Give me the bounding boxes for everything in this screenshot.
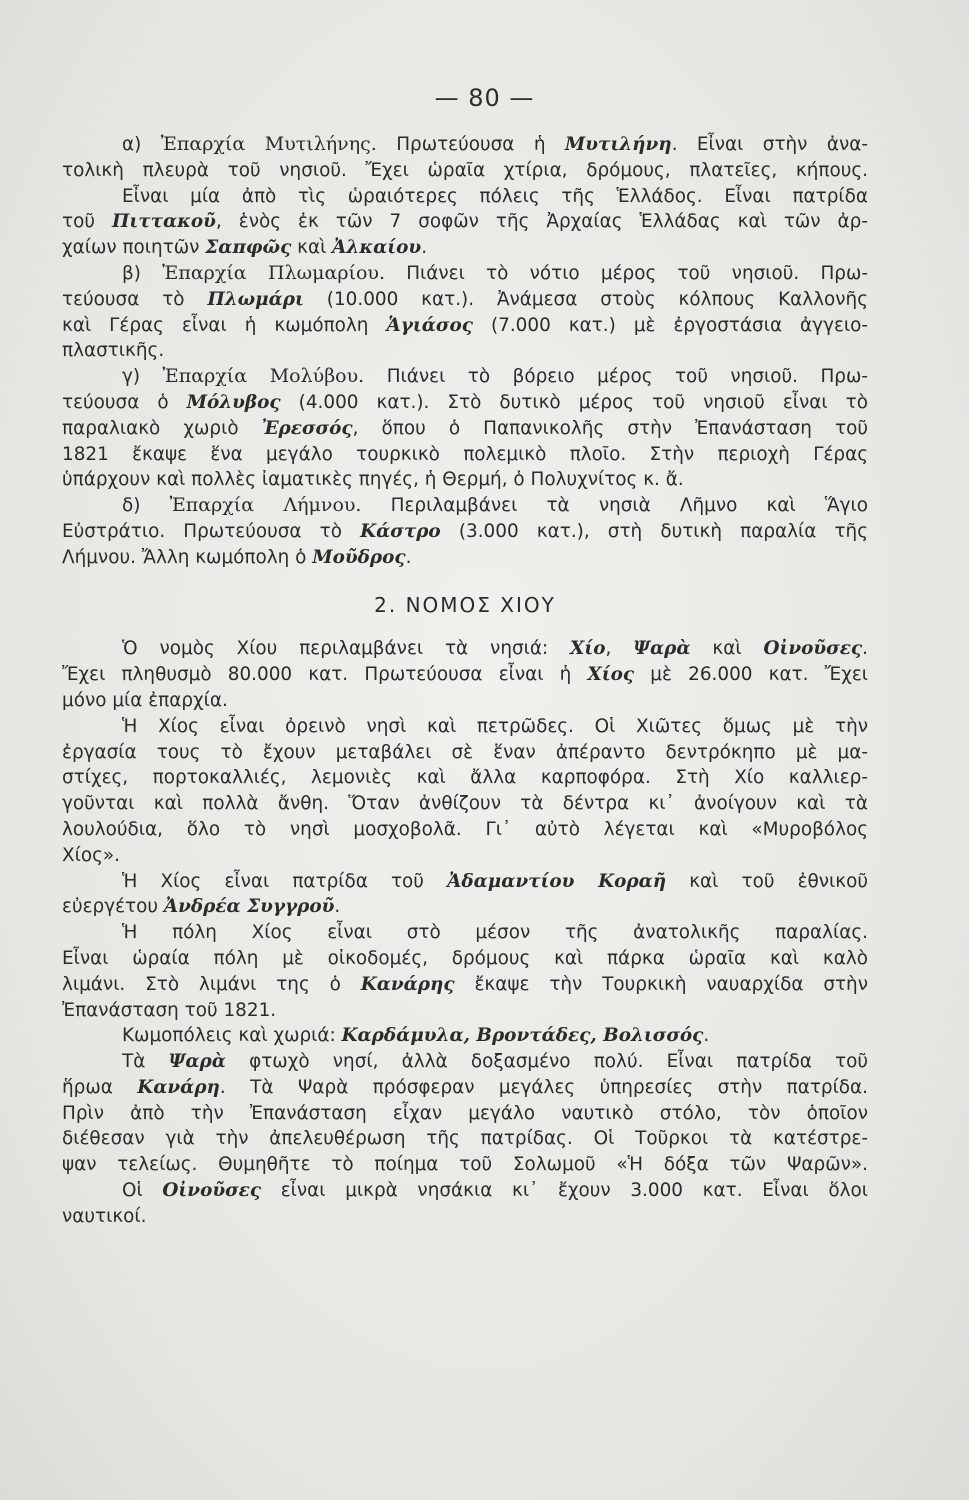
text-line: τεύουσα τὸ Πλωμάρι (10.000 κατ.). Ἀνάμεσα στοὺς κόλπους Καλλονῆς bbox=[62, 288, 869, 310]
text-line: λιμάνι. Στὸ λιμάνι της ὁ Κανάρης ἔκαψε τὴν Τουρκικὴ ναυαρχίδα στὴν bbox=[62, 973, 868, 995]
text-line: Λήμνου. Ἄλλη κωμόπολη ὁ Μοῦδρος. bbox=[62, 546, 412, 568]
paragraph-molyvos-line: γ) Ἐπαρχία Μολύβου. Πιάνει τὸ βόρειο μέρος τοῦ νησιοῦ. Πρω- bbox=[122, 365, 868, 388]
text-line: μόνο μία ἐπαρχία. bbox=[62, 689, 228, 711]
text-line: εὐεργέτου Ἀνδρέα Συγγροῦ. bbox=[62, 896, 341, 918]
text-line: Πρὶν ἀπὸ τὴν Ἐπανάσταση εἶχαν μεγάλο ναυτικὸ στόλο, τὸν ὁποῖον bbox=[62, 1102, 868, 1124]
text-line: Εἶναι ὡραία πόλη μὲ οἰκοδομές, δρόμους καὶ πάρκα ὡραῖα καὶ καλὸ bbox=[62, 947, 868, 969]
text-line: λουλούδια, ὅλο τὸ νησὶ μοσχοβολᾶ. Γι᾽ αὐτὸ λέγεται καὶ «Μυροβόλος bbox=[62, 818, 868, 840]
text-line: ὑπάρχουν καὶ πολλὲς ἰαματικὲς πηγές, ἡ Θερμή, ὁ Πολυχνίτος κ. ἄ. bbox=[62, 469, 684, 491]
text-line: Ἔχει πληθυσμὸ 80.000 κατ. Πρωτεύουσα εἶναι ἡ Χίος μὲ 26.000 κατ. Ἔχει bbox=[62, 664, 868, 686]
text-line: Τὰ Ψαρὰ φτωχὸ νησί, ἀλλὰ δοξασμένο πολύ. Εἶναι πατρίδα τοῦ bbox=[122, 1051, 868, 1073]
text-line: Ἡ Χίος εἶναι πατρίδα τοῦ Ἀδαμαντίου Κοραῆ καὶ τοῦ ἐθνικοῦ bbox=[122, 870, 868, 892]
page-number: — 80 — bbox=[434, 84, 535, 112]
text-line: Εἶναι μία ἀπὸ τὶς ὡραιότερες πόλεις τῆς Ἑλλάδος. Εἶναι πατρίδα bbox=[122, 185, 868, 207]
paragraph-plomari-line: β) Ἐπαρχία Πλωμαρίου. Πιάνει τὸ νότιο μέρος τοῦ νησιοῦ. Πρω- bbox=[122, 261, 868, 284]
paragraph-mytilene-line: α) Ἐπαρχία Μυτιλήνης. Πρωτεύουσα ἡ Μυτιλήνη. Εἶναι στὴν ἀνα- bbox=[122, 133, 869, 155]
heading-mytilene: Ἐπαρχία Μυτιλήνης. bbox=[160, 133, 377, 155]
text-line: τεύουσα ὁ Μόλυβος (4.000 κατ.). Στὸ δυτικὸ μέρος τοῦ νησιοῦ εἶναι τὸ bbox=[62, 391, 868, 413]
text-line: χαίων ποιητῶν Σαπφῶς καὶ Ἀλκαίου. bbox=[62, 237, 428, 259]
paragraph-lemnos-line: δ) Ἐπαρχία Λήμνου. Περιλαμβάνει τὰ νησιὰ Λῆμνο καὶ Ἅγιο bbox=[122, 494, 869, 517]
text-line: Ἡ Χίος εἶναι ὀρεινὸ νησὶ καὶ πετρῶδες. Οἱ Χιῶτες ὅμως μὲ τὴν bbox=[122, 715, 868, 737]
section-title: 2. ΝΟΜΟΣ ΧΙΟΥ bbox=[374, 592, 556, 617]
text-line: διέθεσαν γιὰ τὴν ἀπελευθέρωση τῆς πατρίδας. Οἱ Τοῦρκοι τὰ κατέστρε- bbox=[62, 1128, 868, 1150]
text-line: ἐργασία τους τὸ ἔχουν μεταβάλει σὲ ἕναν ἀπέραντο δεντρόκηπο μὲ μα- bbox=[62, 741, 868, 763]
page-body bbox=[62, 132, 868, 1230]
text-line: τολικὴ πλευρὰ τοῦ νησιοῦ. Ἔχει ὡραῖα χτίρια, δρόμους, πλατεῖες, κήπους. bbox=[62, 159, 868, 181]
text-line: Ὁ νομὸς Χίου περιλαμβάνει τὰ νησιά: Χίο, Ψαρὰ καὶ Οἰνοῦσες. bbox=[122, 638, 868, 660]
text-line: ναυτικοί. bbox=[62, 1205, 147, 1227]
heading-molyvos: Ἐπαρχία Μολύβου. bbox=[162, 365, 365, 388]
text-line: ψαν τελείως. Θυμηθῆτε τὸ ποίημα τοῦ Σολωμοῦ «Ἡ δόξα τῶν Ψαρῶν». bbox=[62, 1154, 868, 1176]
text-line: Εὐστράτιο. Πρωτεύουσα τὸ Κάστρο (3.000 κατ.), στὴ δυτικὴ παραλία τῆς bbox=[62, 520, 868, 542]
text-line: τοῦ Πιττακοῦ, ἑνὸς ἐκ τῶν 7 σοφῶν τῆς Ἀρχαίας Ἑλλάδας καὶ τῶν ἀρ- bbox=[62, 211, 868, 233]
text-line: Κωμοπόλεις καὶ χωριά: Καρδάμυλα, Βροντάδες, Βολισσός. bbox=[122, 1025, 710, 1047]
text-line: παραλιακὸ χωριὸ Ἐρεσσός, ὅπου ὁ Παπανικολῆς στὴν Ἐπανάσταση τοῦ bbox=[62, 417, 868, 439]
text-line: πλαστικῆς. bbox=[62, 340, 165, 362]
text-line: Ἡ πόλη Χίος εἶναι στὸ μέσον τῆς ἀνατολικῆς παραλίας. bbox=[122, 922, 868, 944]
text-line: καὶ Γέρας εἶναι ἡ κωμόπολη Ἁγιάσος (7.000 κατ.) μὲ ἐργοστάσια ἀγγειο- bbox=[62, 314, 869, 336]
text-line: στίχες, πορτοκαλλιές, λεμονιὲς καὶ ἄλλα καρποφόρα. Στὴ Χίο καλλιερ- bbox=[62, 767, 868, 789]
heading-lemnos: Ἐπαρχία Λήμνου. bbox=[169, 494, 362, 517]
text-line: Οἱ Οἰνοῦσες εἶναι μικρὰ νησάκια κι᾽ ἔχουν 3.000 κατ. Εἶναι ὅλοι bbox=[122, 1180, 869, 1202]
text-line: ἥρωα Κανάρη. Τὰ Ψαρὰ πρόσφεραν μεγάλες ὑπηρεσίες στὴν πατρίδα. bbox=[62, 1076, 869, 1098]
text-line: 1821 ἔκαψε ἕνα μεγάλο τουρκικὸ πολεμικὸ πλοῖο. Στὴν περιοχὴ Γέρας bbox=[62, 443, 868, 465]
heading-plomari: Ἐπαρχία Πλωμαρίου. bbox=[162, 261, 385, 284]
text-line: Ἐπανάσταση τοῦ 1821. bbox=[62, 999, 277, 1021]
text-line: γοῦνται καὶ πολλὰ ἄνθη. Ὅταν ἀνθίζουν τὰ δέντρα κι᾽ ἀνοίγουν καὶ τὰ bbox=[62, 793, 868, 815]
text-line: Χίος». bbox=[62, 844, 120, 866]
